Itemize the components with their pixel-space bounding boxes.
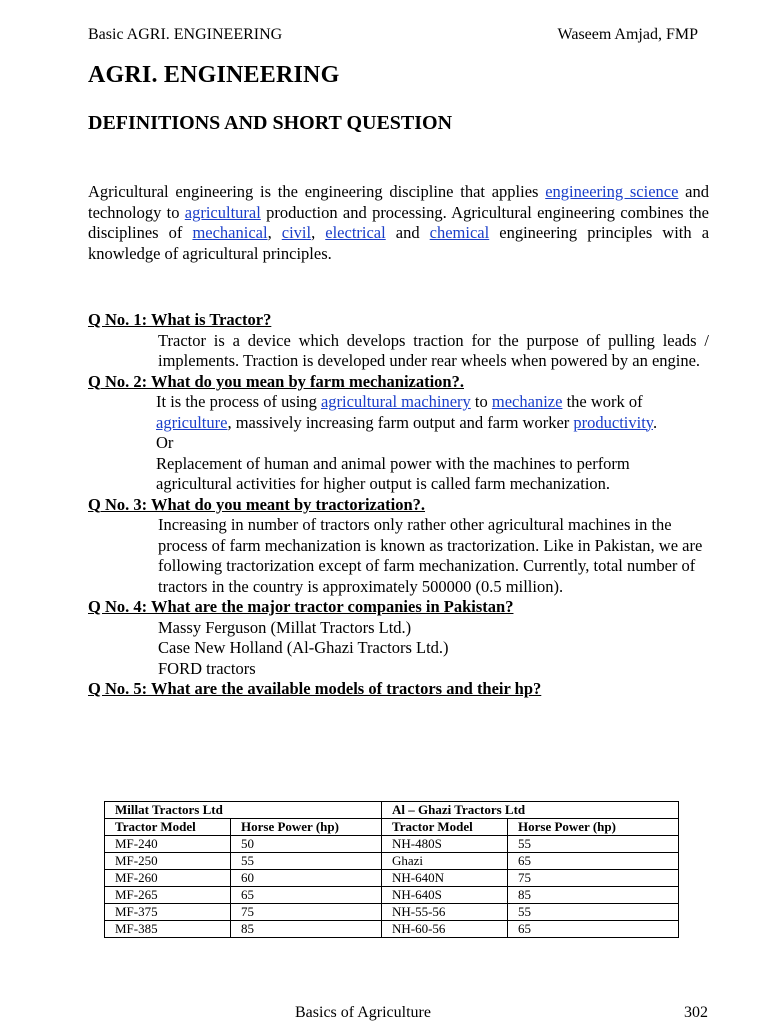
answer-1: Tractor is a device which develops traction for the purpose of pulling leads / implements. Traction is developed under rear wheels when powered by an engine. [158, 330, 709, 370]
question-4: Q No. 4: What are the major tractor companies in Pakistan? [88, 597, 514, 616]
table-cell: MF-250 [105, 853, 231, 870]
table-cell: 55 [508, 836, 679, 853]
table-cell: NH-640N [382, 870, 508, 887]
table-cell: NH-480S [382, 836, 508, 853]
link-agricultural[interactable]: agricultural [184, 202, 261, 222]
question-1: Q No. 1: What is Tractor? [88, 310, 272, 329]
intro-paragraph: Agricultural engineering is the engineering discipline that applies engineering science and technology to agricultural production and processing. Agricultural engineering combines the disciplines of mechanical, civil, electrical and chemical engineering principles with a knowledge of agricultural principles. [88, 182, 710, 263]
page-subtitle: DEFINITIONS AND SHORT QUESTION [88, 112, 453, 134]
link-agricultural-machinery[interactable]: agricultural machinery [320, 392, 471, 411]
question-2: Q No. 2: What do you mean by farm mechanization?. [88, 371, 464, 391]
table-cell: MF-385 [105, 921, 231, 938]
table-header: Horse Power (hp) [231, 819, 382, 836]
table-cell: 55 [231, 853, 382, 870]
table-cell: MF-265 [105, 887, 231, 904]
page-number: 302 [684, 1004, 708, 1021]
table-cell: MF-240 [105, 836, 231, 853]
table-cell: Ghazi [382, 853, 508, 870]
company-item: Case New Holland (Al-Ghazi Tractors Ltd.) [158, 638, 449, 657]
table-cell: NH-640S [382, 887, 508, 904]
table-row [105, 853, 679, 870]
link-chemical[interactable]: chemical [429, 223, 490, 242]
table-group-row [105, 802, 679, 819]
table-row [105, 904, 679, 921]
header-author: Waseem Amjad, FMP [557, 26, 698, 43]
table-header-row [105, 819, 679, 836]
table-cell: NH-60-56 [382, 921, 508, 938]
link-engineering-science[interactable]: engineering science [545, 182, 679, 201]
table-cell: MF-375 [105, 904, 231, 921]
link-civil[interactable]: civil [281, 223, 312, 242]
answer-3: Increasing in number of tractors only rather other agricultural machines in the process of farm mechanization is known as tractorization. Like in Pakistan, we are following tractorization except of farm mechanization. Currently, total number of tractors in the country is approximately 500000 (0.5 million). [158, 515, 703, 596]
question-3: Q No. 3: What do you meant by tractorization?. [88, 494, 426, 514]
table-cell: 75 [508, 870, 679, 887]
link-agriculture[interactable]: agriculture [156, 412, 228, 432]
company-item: FORD tractors [158, 658, 256, 678]
link-productivity[interactable]: productivity [573, 412, 653, 432]
link-mechanical[interactable]: mechanical [192, 223, 268, 242]
table-row [105, 870, 679, 887]
table-cell: 65 [231, 887, 382, 904]
table-cell: 65 [508, 853, 679, 870]
answer-4 [158, 618, 709, 680]
answer-2: It is the process of using agricultural machinery to mechanize the work of agriculture, massively increasing farm output and farm worker productivity. Or Replacement of human and animal power with the machines to perform agricultural activities for higher output is called farm mechanization. [156, 392, 709, 495]
tractor-models-table [104, 801, 679, 938]
link-electrical[interactable]: electrical [325, 223, 386, 242]
table-cell: 55 [508, 904, 679, 921]
answer-2-alt: Replacement of human and animal power with the machines to perform agricultural activities for higher output is called farm mechanization. [156, 453, 630, 493]
table-cell: MF-260 [105, 870, 231, 887]
table-group-alghazi: Al – Ghazi Tractors Ltd [382, 802, 679, 819]
table-row [105, 887, 679, 904]
table-group-millat: Millat Tractors Ltd [105, 802, 382, 819]
table-cell: 50 [231, 836, 382, 853]
table-header: Horse Power (hp) [508, 819, 679, 836]
link-mechanize[interactable]: mechanize [491, 392, 563, 411]
table-cell: 75 [231, 904, 382, 921]
table-header: Tractor Model [382, 819, 508, 836]
questions-section [88, 310, 709, 700]
page-title: AGRI. ENGINEERING [88, 62, 340, 88]
header-title: Basic AGRI. ENGINEERING [88, 26, 283, 43]
table-header: Tractor Model [105, 819, 231, 836]
table-cell: 85 [231, 921, 382, 938]
question-5: Q No. 5: What are the available models of tractors and their hp? [88, 679, 542, 698]
table-cell: 60 [231, 870, 382, 887]
table-cell: NH-55-56 [382, 904, 508, 921]
table-row [105, 921, 679, 938]
table-cell: 65 [508, 921, 679, 938]
answer-2-or: Or [156, 433, 174, 452]
company-item: Massy Ferguson (Millat Tractors Ltd.) [158, 617, 412, 637]
footer-title: Basics of Agriculture [295, 1004, 431, 1021]
table-cell: 85 [508, 887, 679, 904]
table-row [105, 836, 679, 853]
